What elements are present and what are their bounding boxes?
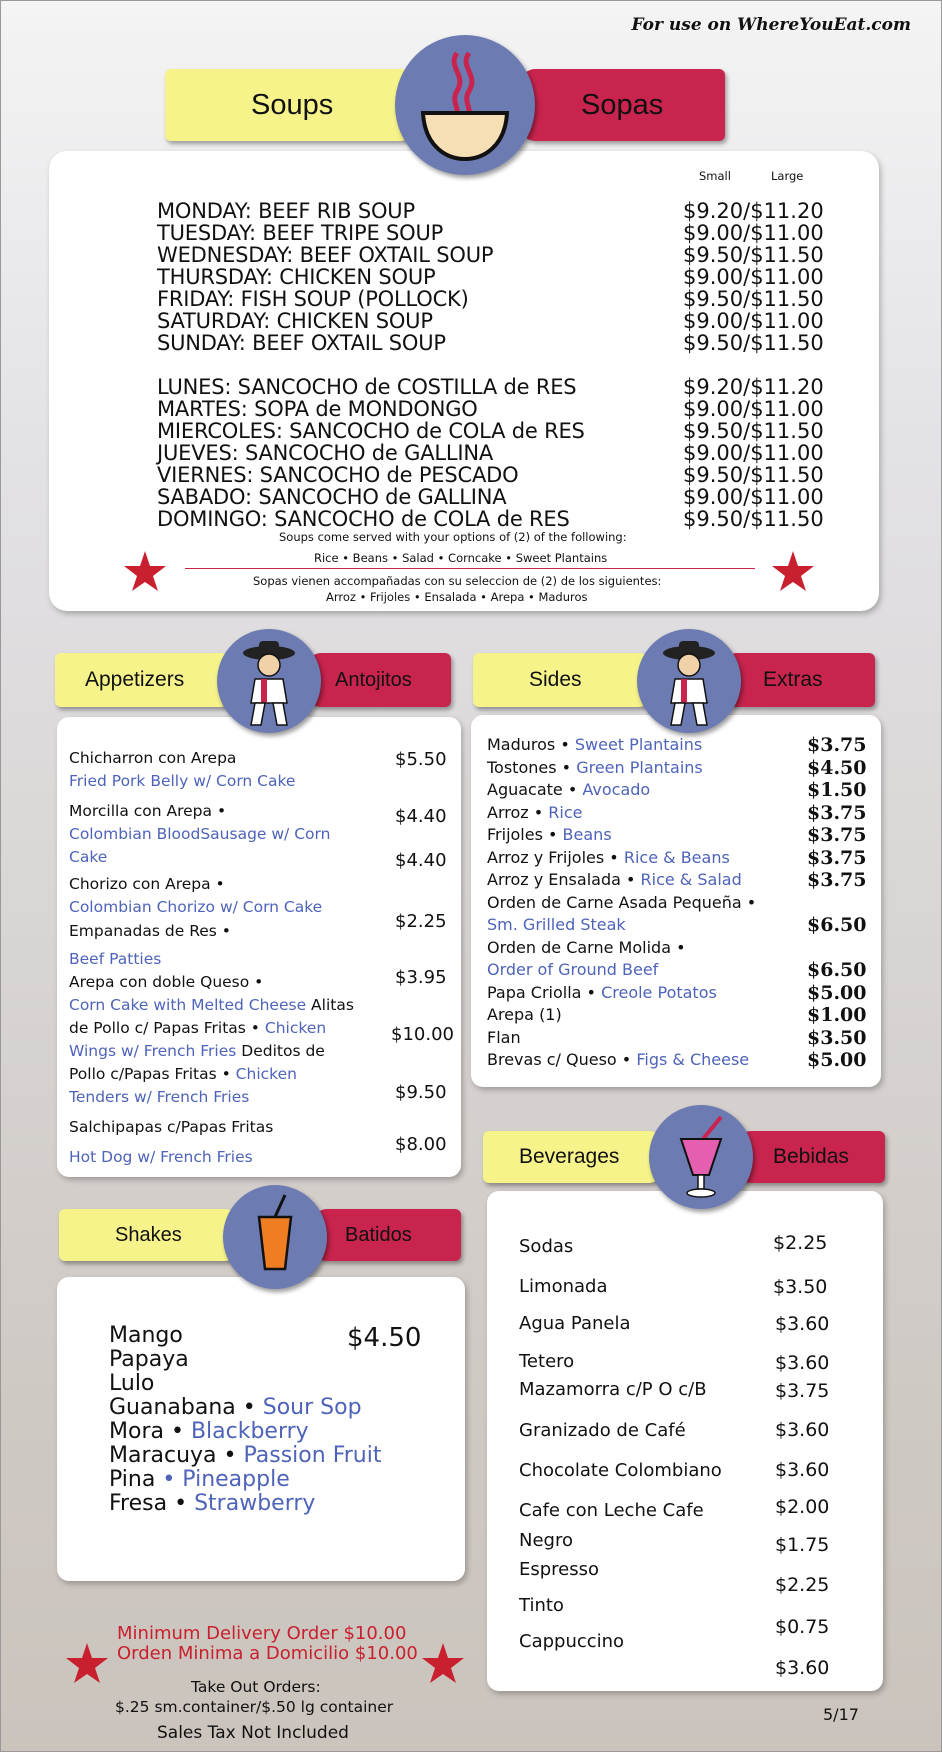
appetizer-line <box>69 922 231 940</box>
shake-name-es: Guanabana • <box>109 1395 256 1420</box>
shake-cup-icon <box>223 1185 327 1289</box>
soups-title-en: Soups <box>251 88 334 121</box>
soup-day-label: THURSDAY: CHICKEN SOUP <box>157 265 436 289</box>
tax-note: Sales Tax Not Included <box>157 1723 349 1743</box>
side-name-en: Figs & Cheese <box>636 1050 750 1069</box>
side-name-es: Aguacate • <box>487 780 578 799</box>
appetizer-line <box>69 825 330 843</box>
side-line <box>487 803 582 822</box>
beverage-name: Tinto <box>519 1595 564 1616</box>
side-name-es: Flan <box>487 1027 521 1047</box>
soup-day-label: LUNES: SANCOCHO de COSTILLA de RES <box>157 375 577 399</box>
appetizer-line <box>69 1088 249 1106</box>
soup-day-label: WEDNESDAY: BEEF OXTAIL SOUP <box>157 243 494 267</box>
side-name-en: Green Plantains <box>576 757 703 777</box>
appetizer-name-es: Pollo c/Papas Fritas • <box>69 1065 231 1083</box>
beverage-name: Granizado de Café <box>519 1420 686 1441</box>
side-line <box>487 848 730 867</box>
side-line <box>487 1028 521 1047</box>
side-name-en: Rice & Salad <box>640 870 742 889</box>
side-line <box>487 758 703 777</box>
shake-item <box>109 1467 290 1492</box>
appetizer-price: $4.40 <box>395 806 447 827</box>
soup-price: $9.00/$11.00 <box>683 221 824 245</box>
shake-item <box>109 1347 189 1372</box>
appetizer-line <box>69 1019 326 1037</box>
beverage-name: Tetero <box>519 1351 575 1372</box>
beverages-title-es: Bebidas <box>773 1145 849 1168</box>
appetizer-line <box>69 1065 297 1083</box>
shake-name-es: Fresa • <box>109 1491 188 1516</box>
beverages-title-en: Beverages <box>519 1145 620 1168</box>
beverage-price: $3.60 <box>775 1352 830 1374</box>
side-price: $3.75 <box>807 869 867 891</box>
soup-day-label: MIERCOLES: SANCOCHO de COLA de RES <box>157 419 585 443</box>
appetizer-name-en: Chicken <box>264 1019 327 1037</box>
appetizer-name-en: Corn Cake with Melted Cheese <box>69 996 307 1014</box>
side-name-en: Rice & Beans <box>623 847 730 867</box>
soup-day-label: FRIDAY: FISH SOUP (POLLOCK) <box>157 287 469 311</box>
soups-title-es: Sopas <box>581 88 664 121</box>
soup-day-label: SATURDAY: CHICKEN SOUP <box>157 309 433 333</box>
appetizer-line <box>69 802 226 820</box>
side-name-es: Frijoles • <box>487 825 558 844</box>
appetizer-name-es: Deditos de <box>241 1042 325 1060</box>
appetizer-name-es: Morcilla con Arepa • <box>69 802 227 820</box>
shake-name-en: Passion Fruit <box>243 1443 382 1468</box>
star-icon <box>65 1641 109 1685</box>
mascot-icon <box>217 629 321 733</box>
soup-note-es: Sopas vienen accompañadas con su seleccion de (2) de los siguientes: <box>253 574 662 588</box>
side-name-en: Creole Potatos <box>601 982 717 1002</box>
appetizer-line <box>69 1148 253 1166</box>
appetizer-name-en: Beef Patties <box>69 950 162 968</box>
appetizer-line <box>69 848 107 866</box>
beverage-name: Cafe con Leche Cafe <box>519 1500 704 1521</box>
side-price: $6.50 <box>807 959 867 981</box>
shake-name-en: Sour Sop <box>262 1395 362 1420</box>
shake-name-es: Lulo <box>109 1371 155 1396</box>
soup-day-label: DOMINGO: SANCOCHO de COLA de RES <box>157 507 570 531</box>
side-name-es: Maduros • <box>487 735 570 754</box>
side-price: $3.75 <box>807 734 867 756</box>
appetizer-price: $3.95 <box>395 967 447 988</box>
soup-price: $9.50/$11.50 <box>683 331 824 355</box>
side-line <box>487 983 717 1002</box>
beverage-price: $2.00 <box>775 1496 830 1518</box>
side-price: $5.00 <box>807 1049 867 1071</box>
beverage-price: $2.25 <box>773 1232 828 1254</box>
star-icon <box>421 1641 465 1685</box>
shake-name-es: Maracuya • <box>109 1443 237 1468</box>
sides-title-en: Sides <box>529 668 582 691</box>
soup-day-label: SABADO: SANCOCHO de GALLINA <box>157 485 507 509</box>
shake-name-es: Papaya <box>109 1347 189 1372</box>
side-price: $3.75 <box>807 846 867 869</box>
side-name-en: Sm. Grilled Steak <box>487 915 626 934</box>
col-small-header: Small <box>699 169 731 183</box>
shake-item <box>109 1371 154 1396</box>
soup-day-label: TUESDAY: BEEF TRIPE SOUP <box>157 221 444 245</box>
appetizer-name-es: de Pollo c/ Papas Fritas • <box>69 1019 260 1037</box>
soup-price: $9.50/$11.50 <box>683 419 824 443</box>
appetizer-line <box>69 973 263 991</box>
soup-price: $9.50/$11.50 <box>683 243 824 267</box>
side-price: $3.75 <box>807 824 867 846</box>
appetizer-line <box>69 749 236 767</box>
shake-name-es: Mora • <box>109 1419 184 1444</box>
appetizer-price: $10.00 <box>391 1024 454 1045</box>
side-name-en: Order of Ground Beef <box>487 960 659 979</box>
page-number: 5/17 <box>823 1705 859 1724</box>
beverage-price: $0.75 <box>775 1616 830 1638</box>
side-price: $1.50 <box>807 779 867 801</box>
takeout-detail: $.25 sm.container/$.50 lg container <box>115 1698 394 1716</box>
soup-price: $9.00/$11.00 <box>683 309 824 333</box>
beverage-price: $3.50 <box>773 1276 828 1298</box>
appetizer-price: $2.25 <box>395 911 447 932</box>
shake-name-en: • Pineapple <box>162 1467 290 1492</box>
side-line <box>487 870 742 889</box>
appetizers-banner-en <box>55 653 235 707</box>
beverage-name: Cappuccino <box>519 1631 625 1652</box>
col-large-header: Large <box>771 169 804 183</box>
soups-banner-en <box>165 69 415 141</box>
side-line <box>487 938 686 957</box>
appetizer-line <box>69 772 295 790</box>
star-icon <box>123 549 167 593</box>
soup-day-label: SUNDAY: BEEF OXTAIL SOUP <box>157 331 446 355</box>
appetizer-line <box>69 1042 325 1060</box>
appetizer-line <box>69 1118 273 1136</box>
beverage-price: $3.60 <box>775 1459 830 1481</box>
beverages-banner-en <box>483 1131 663 1183</box>
soup-options-es: Arroz • Frijoles • Ensalada • Arepa • Maduros <box>326 590 588 604</box>
appetizer-price: $5.50 <box>395 749 447 770</box>
beverage-price: $1.75 <box>775 1534 830 1556</box>
sides-title-es: Extras <box>763 668 823 691</box>
shake-item <box>109 1491 315 1516</box>
soup-price: $9.20/$11.20 <box>683 199 824 223</box>
appetizers-banner-es <box>307 653 451 707</box>
shakes-price: $4.50 <box>347 1323 422 1353</box>
soup-price: $9.00/$11.00 <box>683 485 824 509</box>
appetizer-name-en: Tenders w/ French Fries <box>69 1088 250 1106</box>
shakes-title-es: Batidos <box>345 1223 412 1246</box>
sides-banner-es <box>723 653 875 707</box>
beverage-price: $2.25 <box>775 1574 830 1596</box>
appetizer-name-en: Fried Pork Belly w/ Corn Cake <box>69 772 296 790</box>
mascot-icon <box>637 629 741 733</box>
beverage-name: Sodas <box>519 1236 574 1257</box>
side-line <box>487 825 612 844</box>
side-price: $6.50 <box>807 914 867 936</box>
beverage-price: $3.60 <box>775 1657 830 1679</box>
side-name-es: Brevas c/ Queso • <box>487 1050 632 1069</box>
beverage-name: Agua Panela <box>519 1313 631 1334</box>
side-line <box>487 1050 749 1069</box>
side-name-en: Beans <box>562 825 612 844</box>
side-name-en: Avocado <box>582 780 651 799</box>
appetizer-name-en: Chicken <box>235 1065 297 1083</box>
soup-day-label: MARTES: SOPA de MONDONGO <box>157 397 478 421</box>
side-name-es: Tostones • <box>487 757 572 777</box>
soup-note-en: Soups come served with your options of (2) of the following: <box>279 530 627 544</box>
appetizer-line <box>69 996 354 1014</box>
side-line <box>487 915 626 934</box>
smoothie-icon <box>649 1105 753 1209</box>
appetizer-name-es: Empanadas de Res • <box>69 922 231 940</box>
side-name-en: Sweet Plantains <box>574 735 703 754</box>
soup-price: $9.50/$11.50 <box>683 287 824 311</box>
soups-banner-es <box>521 69 725 141</box>
soup-price: $9.50/$11.50 <box>683 463 824 487</box>
shake-item <box>109 1323 183 1348</box>
soup-price: $9.50/$11.50 <box>683 507 824 531</box>
soup-price: $9.00/$11.00 <box>683 397 824 421</box>
side-name-es: Orden de Carne Asada Pequeña • <box>487 892 757 912</box>
shake-name-es: Pina <box>109 1467 156 1492</box>
min-delivery-es: Orden Minima a Domicilio $10.00 <box>117 1643 418 1664</box>
side-name-es: Orden de Carne Molida • <box>487 937 686 957</box>
side-line <box>487 893 756 912</box>
appetizer-price: $4.40 <box>395 850 447 871</box>
appetizer-price: $9.50 <box>395 1082 447 1103</box>
beverage-name: Espresso <box>519 1559 600 1580</box>
beverage-name: Chocolate Colombiano <box>519 1460 722 1481</box>
appetizer-line <box>69 875 225 893</box>
min-delivery-en: Minimum Delivery Order $10.00 <box>117 1623 407 1644</box>
appetizer-name-es: Chicharron con Arepa <box>69 749 237 767</box>
side-name-es: Arroz y Ensalada • <box>487 870 636 889</box>
shakes-title-en: Shakes <box>115 1223 182 1246</box>
soup-price: $9.20/$11.20 <box>683 375 824 399</box>
side-line <box>487 960 658 979</box>
takeout-title: Take Out Orders: <box>191 1678 321 1696</box>
beverage-name: Limonada <box>519 1276 608 1297</box>
shake-item <box>109 1419 309 1444</box>
appetizers-title-en: Appetizers <box>85 668 185 691</box>
beverage-price: $3.60 <box>775 1419 830 1441</box>
beverages-banner-es <box>737 1131 885 1183</box>
shake-item <box>109 1395 362 1420</box>
soup-bowl-icon <box>395 35 535 175</box>
side-price: $3.50 <box>807 1026 867 1049</box>
appetizer-name-en: Colombian Chorizo w/ Corn Cake <box>69 898 323 916</box>
shake-name-es: Mango <box>109 1323 183 1348</box>
side-name-en: Rice <box>548 802 583 822</box>
shake-name-en: Strawberry <box>194 1491 316 1516</box>
appetizer-name-es: Salchipapas c/Papas Fritas <box>69 1118 274 1136</box>
appetizer-price: $8.00 <box>395 1134 447 1155</box>
side-line <box>487 780 650 799</box>
soup-price: $9.00/$11.00 <box>683 265 824 289</box>
side-price: $5.00 <box>807 981 867 1004</box>
shakes-banner-en <box>59 1209 239 1261</box>
beverage-price: $3.60 <box>775 1313 830 1335</box>
shakes-banner-es <box>313 1209 461 1261</box>
side-price: $3.75 <box>807 801 867 824</box>
shake-name-en: Blackberry <box>190 1419 309 1444</box>
side-line <box>487 735 702 754</box>
appetizers-title-es: Antojitos <box>335 668 412 691</box>
appetizer-name-en: Colombian BloodSausage w/ Corn <box>69 825 331 843</box>
soup-day-label: JUEVES: SANCOCHO de GALLINA <box>157 441 494 465</box>
side-name-es: Arepa (1) <box>487 1005 562 1024</box>
side-name-es: Papa Criolla • <box>487 982 596 1002</box>
appetizer-name-es: Alitas <box>311 996 354 1014</box>
watermark: For use on WhereYouEat.com <box>631 15 911 35</box>
appetizer-line <box>69 950 161 968</box>
beverage-price: $3.75 <box>775 1380 830 1402</box>
sides-banner-en <box>473 653 653 707</box>
beverage-name: Mazamorra c/P O c/B <box>519 1379 707 1400</box>
appetizer-name-es: Arepa con doble Queso • <box>69 973 264 991</box>
appetizer-name-en: Cake <box>69 848 108 866</box>
divider-line <box>185 568 755 569</box>
beverage-name: Negro <box>519 1530 573 1551</box>
soup-options-en: Rice • Beans • Salad • Corncake • Sweet Plantains <box>314 551 608 565</box>
side-line <box>487 1005 562 1024</box>
side-price: $4.50 <box>807 756 867 779</box>
appetizer-name-es: Chorizo con Arepa • <box>69 875 225 893</box>
shake-item <box>109 1443 381 1468</box>
side-price: $1.00 <box>807 1004 867 1026</box>
appetizer-name-en: Wings w/ French Fries <box>69 1042 237 1060</box>
soup-day-label: VIERNES: SANCOCHO de PESCADO <box>157 463 519 487</box>
appetizer-line <box>69 898 322 916</box>
soup-day-label: MONDAY: BEEF RIB SOUP <box>157 199 415 223</box>
side-name-es: Arroz • <box>487 802 544 822</box>
star-icon <box>771 549 815 593</box>
appetizer-name-en: Hot Dog w/ French Fries <box>69 1148 253 1166</box>
side-name-es: Arroz y Frijoles • <box>487 847 619 867</box>
soup-price: $9.00/$11.00 <box>683 441 824 465</box>
